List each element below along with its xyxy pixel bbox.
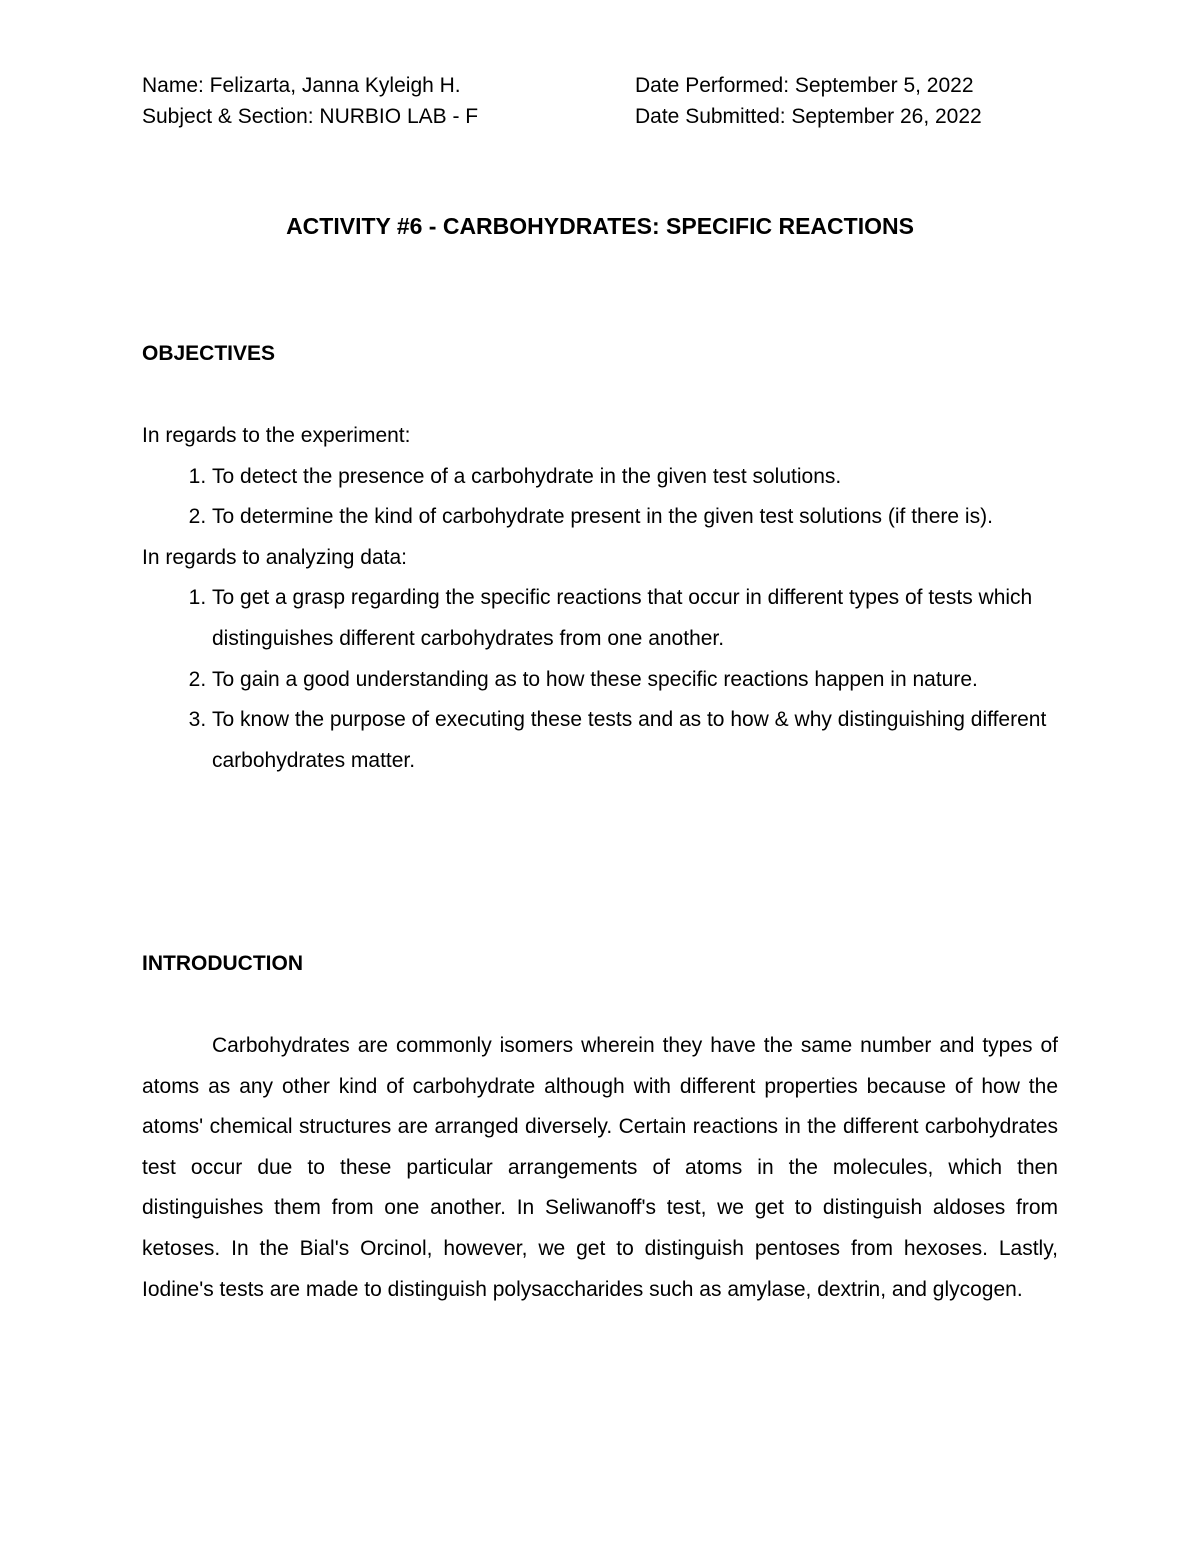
list-item: 3. To know the purpose of executing these tests and as to how & why distinguishing different carbohydrates matter.	[212, 700, 1058, 781]
document-header	[142, 70, 1058, 132]
experiment-objectives-list	[142, 457, 1058, 538]
document-title: ACTIVITY #6 - CARBOHYDRATES: SPECIFIC REACTIONS	[286, 213, 914, 239]
date-submitted: Date Submitted: September 26, 2022	[635, 105, 982, 128]
experiment-intro: In regards to the experiment:	[142, 424, 411, 447]
document-page	[142, 70, 1058, 1301]
analysis-objectives-list	[142, 578, 1058, 781]
list-item: 1. To get a grasp regarding the specific reactions that occur in different types of tests which distinguishes different carbohydrates from one another.	[212, 578, 1058, 659]
objectives-heading: OBJECTIVES	[142, 342, 276, 365]
introduction-paragraph: Carbohydrates are commonly isomers wherein they have the same number and types of atoms as any other kind of carbohydrate although with different properties because of how the atoms' chemical structures are arranged diversely. Certain reactions in the different carbohydrates test occur due to these particular arrangements of atoms in the molecules, which then distinguishes them from one another. In Seliwanoff's test, we get to distinguish aldoses from ketoses. In the Bial's Orcinol, however, we get to distinguish pentoses from hexoses. Lastly, Iodine's tests are made to distinguish polysaccharides such as amylase, dextrin, and glycogen.	[142, 1034, 1058, 1301]
student-name: Name: Felizarta, Janna Kyleigh H.	[142, 74, 461, 97]
date-performed: Date Performed: September 5, 2022	[635, 74, 974, 97]
list-item: 2. To determine the kind of carbohydrate present in the given test solutions (if there is).	[212, 497, 1058, 538]
objectives-body	[142, 416, 1058, 781]
introduction-heading: INTRODUCTION	[142, 952, 303, 975]
analysis-intro: In regards to analyzing data:	[142, 545, 408, 569]
list-item: 1. To detect the presence of a carbohydrate in the given test solutions.	[212, 457, 1058, 498]
subject-section: Subject & Section: NURBIO LAB - F	[142, 105, 479, 128]
list-item: 2. To gain a good understanding as to how these specific reactions happen in nature.	[212, 660, 1058, 701]
